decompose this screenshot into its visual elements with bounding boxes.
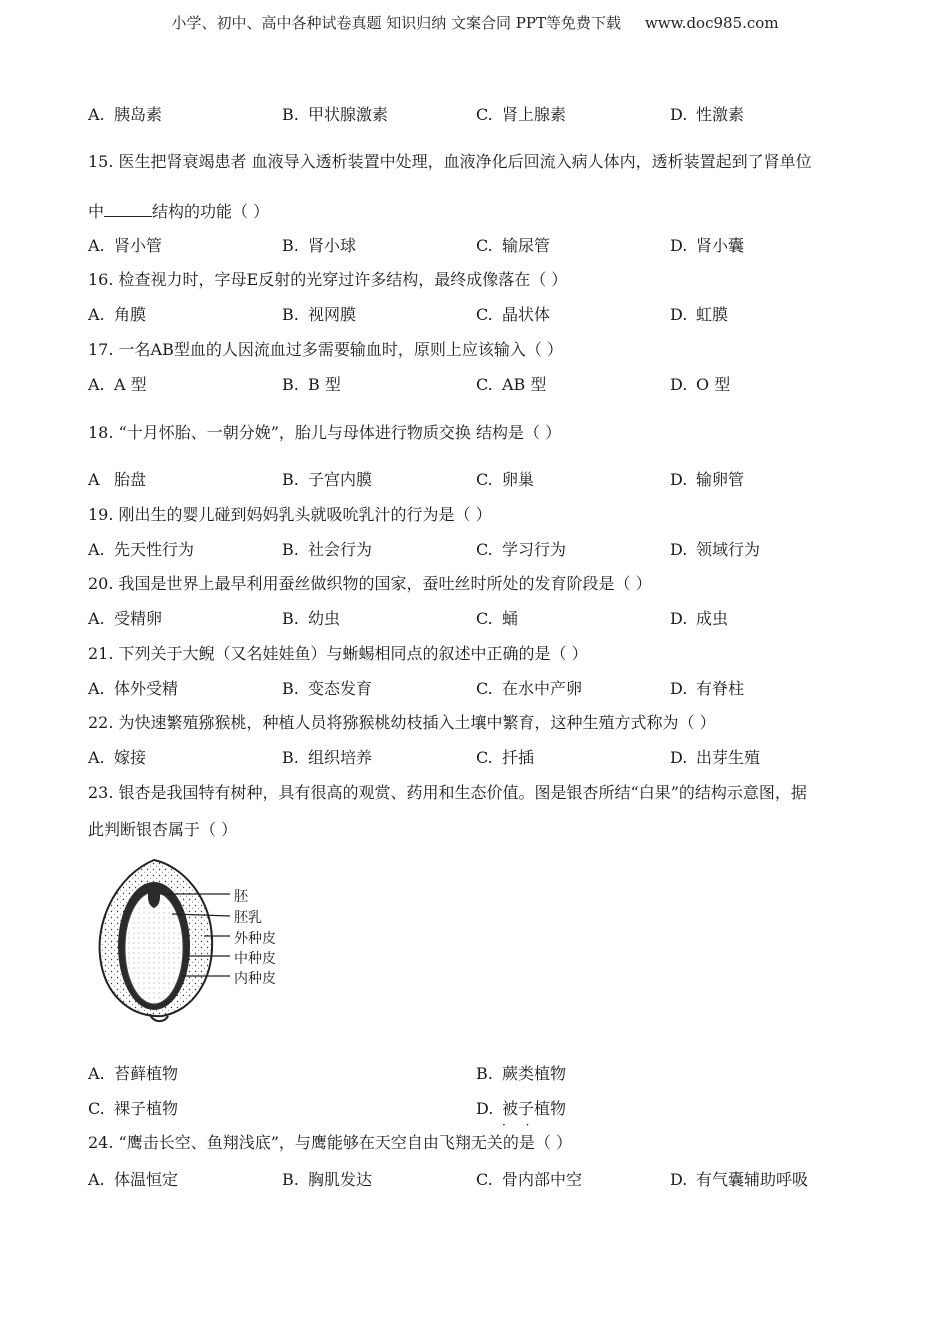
q15-option-c: C. 输尿管 [476,236,551,255]
q18-option-a: A 胎盘 [88,470,147,489]
q15-option-a: A. 肾小管 [88,236,163,255]
q20-option-a: A. 受精卵 [88,609,163,628]
q14-option-d: D. 性激素 [670,105,745,124]
label-embryo: 胚 [234,889,248,905]
q17-stem: 17. 一名AB型血的人因流血过多需要输血时，原则上应该输入（ ） [88,340,563,359]
q19-stem: 19. 刚出生的婴儿碰到妈妈乳头就吸吮乳汁的行为是（ ） [88,505,492,524]
endosperm [127,895,181,1003]
q17-option-b: B. B 型 [282,375,341,394]
q23-stem-line1: 23. 银杏是我国特有树种，具有很高的观赏、药用和生态价值。图是银杏所结“白果”的结构示意图，据 [88,783,807,802]
q22-option-c: C. 扦插 [476,748,535,767]
q18-option-d: D. 输卵管 [670,470,745,489]
q15-stem-line2: 中 结构的功能（ ） [88,202,270,221]
q22-option-d: D. 出芽生殖 [670,748,761,767]
q19-option-d: D. 领域行为 [670,540,761,559]
q21-option-c: C. 在水中产卵 [476,679,583,698]
q19-option-a: A. 先天性行为 [88,540,195,559]
page-header [0,12,950,33]
q18-option-c: C. 卵巢 [476,470,535,489]
q23-option-c: C. 裸子植物 [88,1099,179,1118]
q20-stem: 20. 我国是世界上最早利用蚕丝做织物的国家，蚕吐丝时所处的发育阶段是（ ） [88,574,652,593]
q19-option-c: C. 学习行为 [476,540,567,559]
q14-option-b: B. 甲状腺激素 [282,105,389,124]
q21-option-b: B. 变态发育 [282,679,373,698]
q20-option-d: D. 成虫 [670,609,729,628]
q21-stem: 21. 下列关于大鲵（又名娃娃鱼）与蜥蜴相同点的叙述中正确的是（ ） [88,644,588,663]
q23-option-b: B. 蕨类植物 [476,1064,567,1083]
label-outer-coat: 外种皮 [234,931,276,947]
q17-option-c: C. AB 型 [476,375,547,394]
q23-stem-line2: 此判断银杏属于（ ） [88,820,238,839]
q22-option-b: B. 组织培养 [282,748,373,767]
label-inner-coat: 内种皮 [234,971,276,987]
q21-option-a: A. 体外受精 [88,679,179,698]
label-endosperm: 胚乳 [234,910,262,926]
q15-blank [104,202,152,217]
q20-option-c: C. 蛹 [476,609,519,628]
q19-option-b: B. 社会行为 [282,540,373,559]
emphasis-dots: · · [502,1118,538,1132]
q24-option-d: D. 有气囊辅助呼吸 [670,1170,809,1189]
q22-stem: 22. 为快速繁殖猕猴桃，种植人员将猕猴桃幼枝插入土壤中繁育，这种生殖方式称为（ ） [88,713,716,732]
q15-option-b: B. 肾小球 [282,236,357,255]
header-site: www.doc985.com [644,14,779,32]
q24-option-b: B. 胸肌发达 [282,1170,373,1189]
q16-option-a: A. 角膜 [88,305,147,324]
q18-option-b: B. 子宫内膜 [282,470,373,489]
q24-option-a: A. 体温恒定 [88,1170,179,1189]
ginkgo-seed-figure [92,856,292,1026]
q16-option-b: B. 视网膜 [282,305,357,324]
q15-option-d: D. 肾小囊 [670,236,745,255]
q18-stem: 18. “十月怀胎、一朝分娩”，胎儿与母体进行物质交换 结构是（ ） [88,423,562,442]
q14-option-a: A. 胰岛素 [88,105,163,124]
q23-option-d: D. 被子植物 [476,1099,567,1118]
q17-option-d: D. O 型 [670,375,731,394]
q16-stem: 16. 检查视力时，字母E反射的光穿过许多结构，最终成像落在（ ） [88,270,568,289]
q14-option-c: C. 肾上腺素 [476,105,567,124]
label-middle-coat: 中种皮 [234,951,276,967]
q20-option-b: B. 幼虫 [282,609,341,628]
q24-stem: 24. “鹰击长空、鱼翔浅底”，与鹰能够在天空自由飞翔无关的是（ ） [88,1133,572,1152]
header-text: 小学、初中、高中各种试卷真题 知识归纳 文案合同 PPT等免费下载 [171,14,621,32]
q24-option-c: C. 骨内部中空 [476,1170,583,1189]
q23-option-a: A. 苔藓植物 [88,1064,179,1083]
q17-option-a: A. A 型 [88,375,147,394]
q16-option-d: D. 虹膜 [670,305,729,324]
q15-stem-line1: 15. 医生把肾衰竭患者 血液导入透析装置中处理，血液净化后回流入病人体内，透析装置起到了肾单位 [88,152,812,171]
q21-option-d: D. 有脊柱 [670,679,745,698]
q22-option-a: A. 嫁接 [88,748,147,767]
q16-option-c: C. 晶状体 [476,305,551,324]
